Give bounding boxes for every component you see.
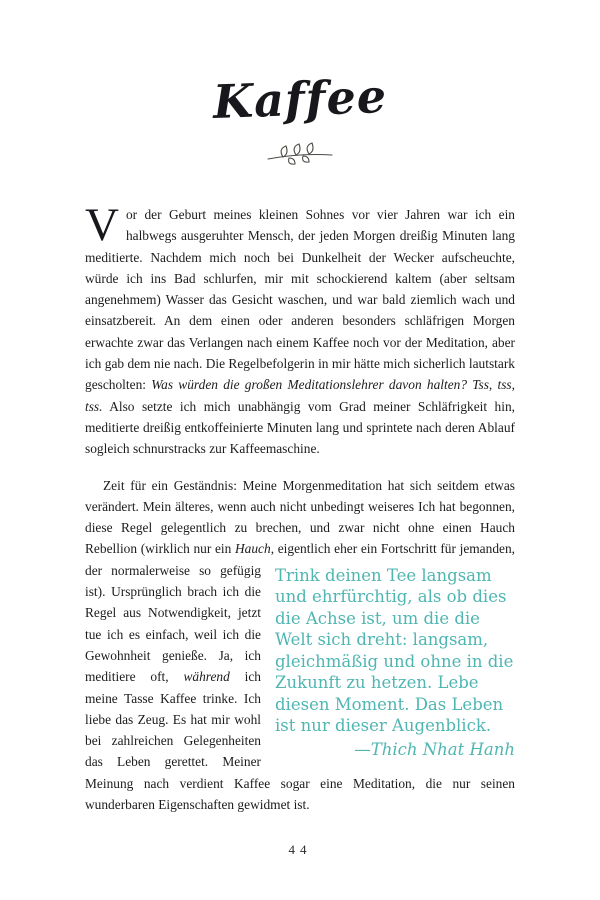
paragraph-2-text-4: ich meine Tasse Kaffee trinke. Ich liebe das Zeug. Es hat mir wohl bei zahlreichen Gelegenheiten das Leben gerettet. Meiner Meinung nach verdient Kaffee sogar eine Meditation, die nur seinen wunderbaren Eigenschaften gewidmet ist. [85,669,515,813]
paragraph-2-text: Zeit für ein Geständnis: Meine Morgenmeditation hat sich seitdem etwas verändert. Mein älteres, wenn auch nicht unbedingt weiseres Ich hat begonnen, diese Regel gelegentlich zu brechen, und zwar nicht ohne einen Hauch Rebellion (wirklich nur ein [85,477,515,557]
paragraph-2-text-2: , eigentlich eher ein Fortschritt für jemanden, der normalerweise [85,541,516,578]
paragraph-2 [85,475,515,816]
pull-quote-attribution: —Thich Nhat Hanh [354,739,515,759]
leaf-branch-svg [263,142,337,166]
paragraph-1-text-cont: Also setzte ich mich unabhängig vom Grad meiner Schläfrigkeit hin, meditierte dreißig entkoffeinierte Minuten lang und sprintete nach deren Ablauf sogleich schnurstracks zur Kaffeemaschine. [85,398,515,457]
drop-cap: V [85,199,119,251]
chapter-title: Kaffee [212,68,388,130]
leaf-branch-ornament-icon [85,142,515,168]
body-text [85,199,516,815]
paragraph-1 [85,199,515,460]
paragraph-1-italic: Was würden die großen Meditationslehrer davon halten? Tss, tss, tss. [85,377,515,414]
pull-quote [275,565,515,761]
paragraph-2-italic-1: Hauch [235,541,271,557]
pull-quote-text: Trink deinen Tee langsam und ehrfürchtig, als ob dies die Achse ist, um die die Welt sich dreht: langsam, gleichmäßig und ohne in die Zukunft zu hetzen. Lebe diesen Moment. Das Leben ist nur dieser Augenblick. [275,565,514,736]
page-number: 44 [288,842,312,857]
text-column [85,0,515,815]
paragraph-2-italic-2: während [183,669,230,685]
paragraph-2-text-3: so gefügig ist). Ursprünglich brach ich die Regel aus Notwendigkeit, jetzt tue ich es einfach, weil ich die Gewohnheit genieße. Ja, ich meditiere oft, [85,562,261,685]
paragraph-1-text: or der Geburt meines kleinen Sohnes vor vier Jahren war ich ein halbwegs ausgeruhter Mensch, der jeden Morgen dreißig Minuten lang meditierte. Nachdem mich noch bei Dunkelheit der Wecker aufscheuchte, würde ich ins Bad schlurfen, mir mit schockierend kaltem (aber seltsam angenehmem) Wasser das Gesicht waschen, und war bald ziemlich wach und einsatzbereit. An dem einen oder anderen besonders schläfrigen Morgen erwachte zwar das Verlangen nach einem Kaffee noch vor der Meditation, aber ich gab dem nie nach. Die Regelbefolgerin in mir hätte mich sicherlich lautstark gescholten: [85,207,515,393]
